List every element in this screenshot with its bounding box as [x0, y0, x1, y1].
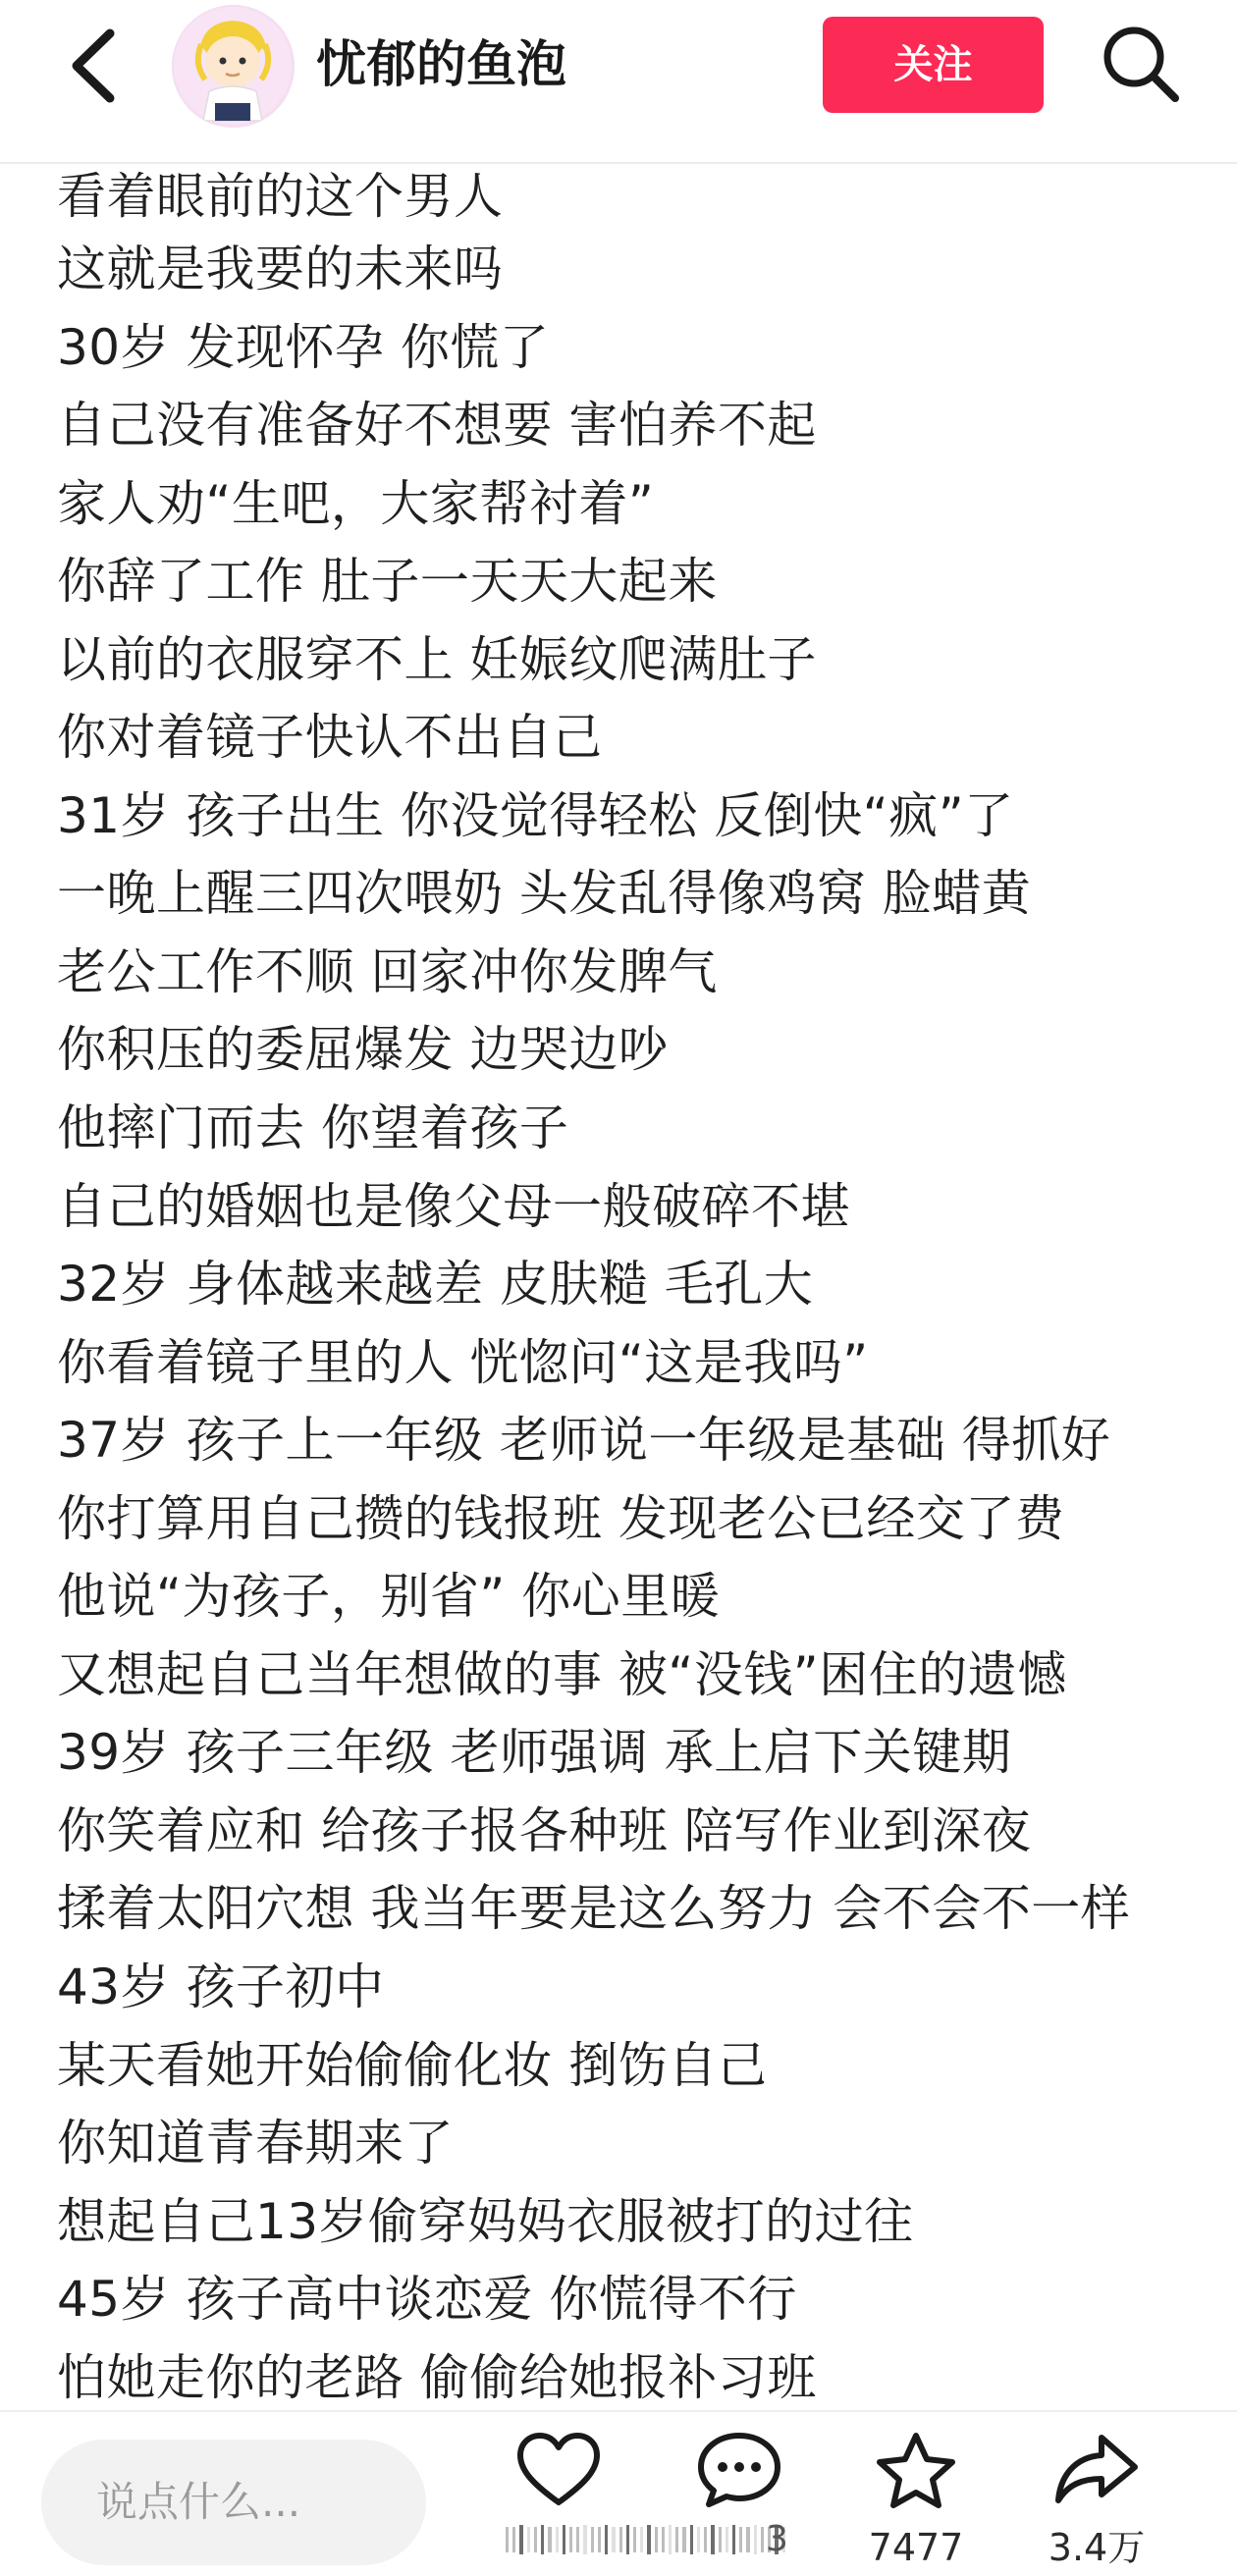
post-line: 你看着镜子里的人 恍惚问“这是我吗”: [57, 1333, 869, 1391]
star-icon: [872, 2430, 960, 2510]
post-line: 32岁 身体越来越差 皮肤糙 毛孔大: [57, 1256, 814, 1314]
post-line: 30岁 发现怀孕 你慌了: [57, 318, 550, 376]
search-button[interactable]: [1097, 20, 1185, 108]
post-line: 你打算用自己攒的钱报班 发现老公已经交了费: [57, 1489, 1065, 1547]
post-line: 老公工作不顺 回家冲你发脾气: [57, 942, 718, 1000]
post-line: 37岁 孩子上一年级 老师说一年级是基础 得抓好: [57, 1412, 1111, 1470]
post-line: 39岁 孩子三年级 老师强调 承上启下关键期: [57, 1724, 1012, 1782]
post-line: 你笑着应和 给孩子报各种班 陪写作业到深夜: [57, 1801, 1032, 1859]
bottom-action-bar: [0, 2410, 1237, 2576]
favorite-button[interactable]: [833, 2430, 999, 2576]
comment-input[interactable]: [41, 2440, 426, 2565]
post-line: 以前的衣服穿不上 妊娠纹爬满肚子: [57, 630, 817, 688]
post-line: 自己的婚姻也是像父母一般破碎不堪: [57, 1177, 850, 1235]
top-header: [0, 0, 1237, 164]
post-line: 一晚上醒三四次喂奶 头发乱得像鸡窝 脸蜡黄: [57, 865, 1032, 923]
favorite-count: 7477: [868, 2526, 964, 2569]
post-line: 你知道青春期来了: [57, 2115, 454, 2173]
obscured-count: [506, 2523, 785, 2556]
heart-icon: [514, 2430, 603, 2510]
back-button[interactable]: [59, 22, 128, 110]
post-line: 又想起自己当年想做的事 被“没钱”困住的遗憾: [57, 1645, 1067, 1703]
post-line: 这就是我要的未来吗: [57, 241, 504, 297]
post-text: [57, 162, 1215, 2410]
post-line: 45岁 孩子高中谈恋爱 你慌得不行: [57, 2271, 797, 2329]
comment-placeholder: 说点什么...: [96, 2478, 301, 2526]
post-line: 家人劝“生吧，大家帮衬着”: [57, 474, 655, 532]
post-line: 43岁 孩子初中: [57, 1959, 385, 2016]
avatar-image: [172, 5, 295, 128]
comment-count-tail: 3: [766, 2519, 788, 2559]
chevron-left-icon: [59, 22, 128, 110]
post-line: 31岁 孩子出生 你没觉得轻松 反倒快“疯”了: [57, 786, 1014, 844]
comment-bubble-icon: [695, 2430, 783, 2510]
post-line: 你辞了工作 肚子一天天大起来: [57, 553, 718, 611]
share-arrow-icon: [1052, 2430, 1141, 2510]
post-line: 他说“为孩子，别省” 你心里暖: [57, 1568, 721, 1626]
share-count: 3.4万: [1048, 2526, 1146, 2569]
post-line: 你对着镜子快认不出自己: [57, 709, 603, 767]
author-name[interactable]: 忧郁的鱼泡: [316, 36, 567, 94]
post-line: 想起自己13岁偷穿妈妈衣服被打的过往: [57, 2192, 914, 2250]
avatar[interactable]: [172, 5, 295, 128]
search-icon: [1097, 20, 1185, 108]
post-line: 看着眼前的这个男人: [57, 168, 504, 225]
post-line: 他摔门而去 你望着孩子: [57, 1100, 569, 1157]
post-line: 自己没有准备好不想要 害怕养不起: [57, 397, 817, 455]
follow-button[interactable]: 关注: [823, 17, 1044, 113]
post-line: 揉着太阳穴想 我当年要是这么努力 会不会不一样: [57, 1880, 1131, 1938]
post-line: 你积压的委屈爆发 边哭边吵: [57, 1021, 669, 1079]
share-button[interactable]: [1013, 2430, 1180, 2576]
post-line: 怕她走你的老路 偷偷给她报补习班: [57, 2348, 817, 2406]
post-line: 某天看她开始偷偷化妆 捯饬自己: [57, 2036, 768, 2094]
post-content: [0, 162, 1237, 2410]
